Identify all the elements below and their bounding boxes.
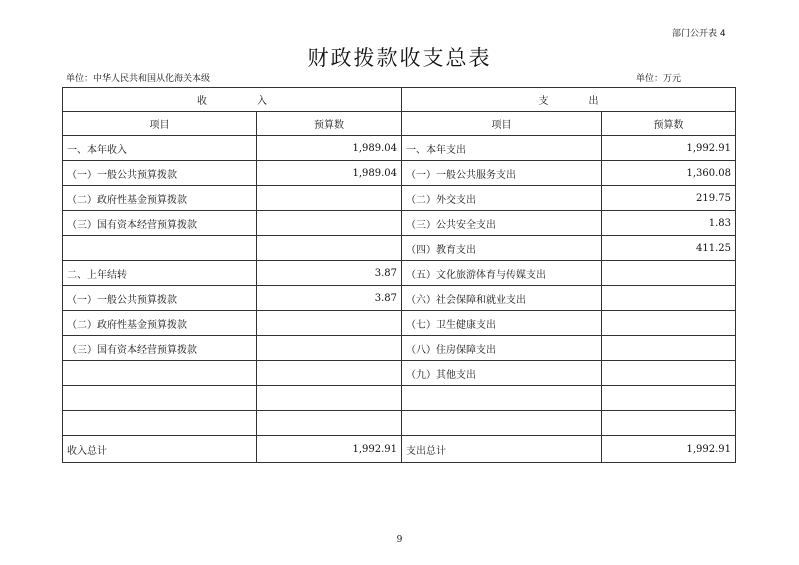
income-item-cell: （三）国有资本经营预算拨款 [63, 211, 257, 236]
expense-value-cell: 1,992.91 [602, 136, 736, 161]
expense-item-cell: 一、本年支出 [402, 136, 602, 161]
income-item-cell [63, 361, 257, 386]
column-header-row [63, 112, 736, 136]
expense-item-cell: （四）教育支出 [402, 236, 602, 261]
income-value-cell [257, 361, 402, 386]
expense-total-label: 支出总计 [402, 436, 602, 463]
page-number: 9 [396, 535, 403, 545]
table-row [63, 186, 736, 211]
expense-item-cell: （一）一般公共服务支出 [402, 161, 602, 186]
expense-item-cell [402, 386, 602, 411]
income-value-cell: 1,989.04 [257, 161, 402, 186]
page-title: 财政拨款收支总表 [307, 46, 492, 70]
expense-value-cell [602, 286, 736, 311]
expense-item-cell: （五）文化旅游体育与传媒支出 [402, 261, 602, 286]
income-value-cell [257, 336, 402, 361]
unit-organization: 单位：中华人民共和国从化海关本级 [66, 74, 211, 84]
expense-value-cell: 1.83 [602, 211, 736, 236]
totals-row [63, 436, 736, 463]
income-value-cell [257, 211, 402, 236]
income-value-cell [257, 186, 402, 211]
expense-item-cell [402, 411, 602, 436]
section-header-row [63, 88, 736, 112]
expense-value-cell: 411.25 [602, 236, 736, 261]
income-item-cell: 二、上年结转 [63, 261, 257, 286]
income-value-cell: 3.87 [257, 286, 402, 311]
income-item-cell: 一、本年收入 [63, 136, 257, 161]
expense-total-value: 1,992.91 [602, 436, 736, 463]
expense-budget-header: 预算数 [602, 112, 736, 136]
income-item-cell: （一）一般公共预算拨款 [63, 286, 257, 311]
income-value-cell: 3.87 [257, 261, 402, 286]
expense-item-cell: （三）公共安全支出 [402, 211, 602, 236]
income-total-label: 收入总计 [63, 436, 257, 463]
expense-value-cell [602, 386, 736, 411]
income-total-value: 1,992.91 [257, 436, 402, 463]
income-item-cell: （三）国有资本经营预算拨款 [63, 336, 257, 361]
table-number-label: 部门公开表 4 [672, 29, 726, 39]
income-item-cell [63, 386, 257, 411]
table-row [63, 411, 736, 436]
income-item-cell [63, 236, 257, 261]
expense-item-cell: （八）住房保障支出 [402, 336, 602, 361]
table-row [63, 161, 736, 186]
expense-item-cell: （九）其他支出 [402, 361, 602, 386]
expense-value-cell [602, 261, 736, 286]
table-row [63, 261, 736, 286]
table-row [63, 236, 736, 261]
table-row [63, 286, 736, 311]
table-row [63, 136, 736, 161]
expense-value-cell [602, 361, 736, 386]
table-row [63, 311, 736, 336]
unit-currency: 单位：万元 [636, 74, 682, 84]
income-value-cell: 1,989.04 [257, 136, 402, 161]
income-budget-header: 预算数 [257, 112, 402, 136]
income-value-cell [257, 311, 402, 336]
expense-item-cell: （二）外交支出 [402, 186, 602, 211]
income-item-cell: （二）政府性基金预算拨款 [63, 186, 257, 211]
income-value-cell [257, 411, 402, 436]
expense-item-cell: （六）社会保障和就业支出 [402, 286, 602, 311]
expense-item-cell: （七）卫生健康支出 [402, 311, 602, 336]
table-row [63, 211, 736, 236]
expense-value-cell: 1,360.08 [602, 161, 736, 186]
income-item-cell: （二）政府性基金预算拨款 [63, 311, 257, 336]
table-row [63, 361, 736, 386]
income-header: 收 入 [63, 88, 402, 112]
income-item-header: 项目 [63, 112, 257, 136]
expense-value-cell [602, 311, 736, 336]
table-row [63, 336, 736, 361]
expense-value-cell: 219.75 [602, 186, 736, 211]
expense-value-cell [602, 411, 736, 436]
expense-header: 支 出 [402, 88, 736, 112]
budget-summary-table [62, 87, 736, 463]
expense-value-cell [602, 336, 736, 361]
expense-item-header: 项目 [402, 112, 602, 136]
income-item-cell [63, 411, 257, 436]
table-row [63, 386, 736, 411]
income-value-cell [257, 236, 402, 261]
income-item-cell: （一）一般公共预算拨款 [63, 161, 257, 186]
income-value-cell [257, 386, 402, 411]
